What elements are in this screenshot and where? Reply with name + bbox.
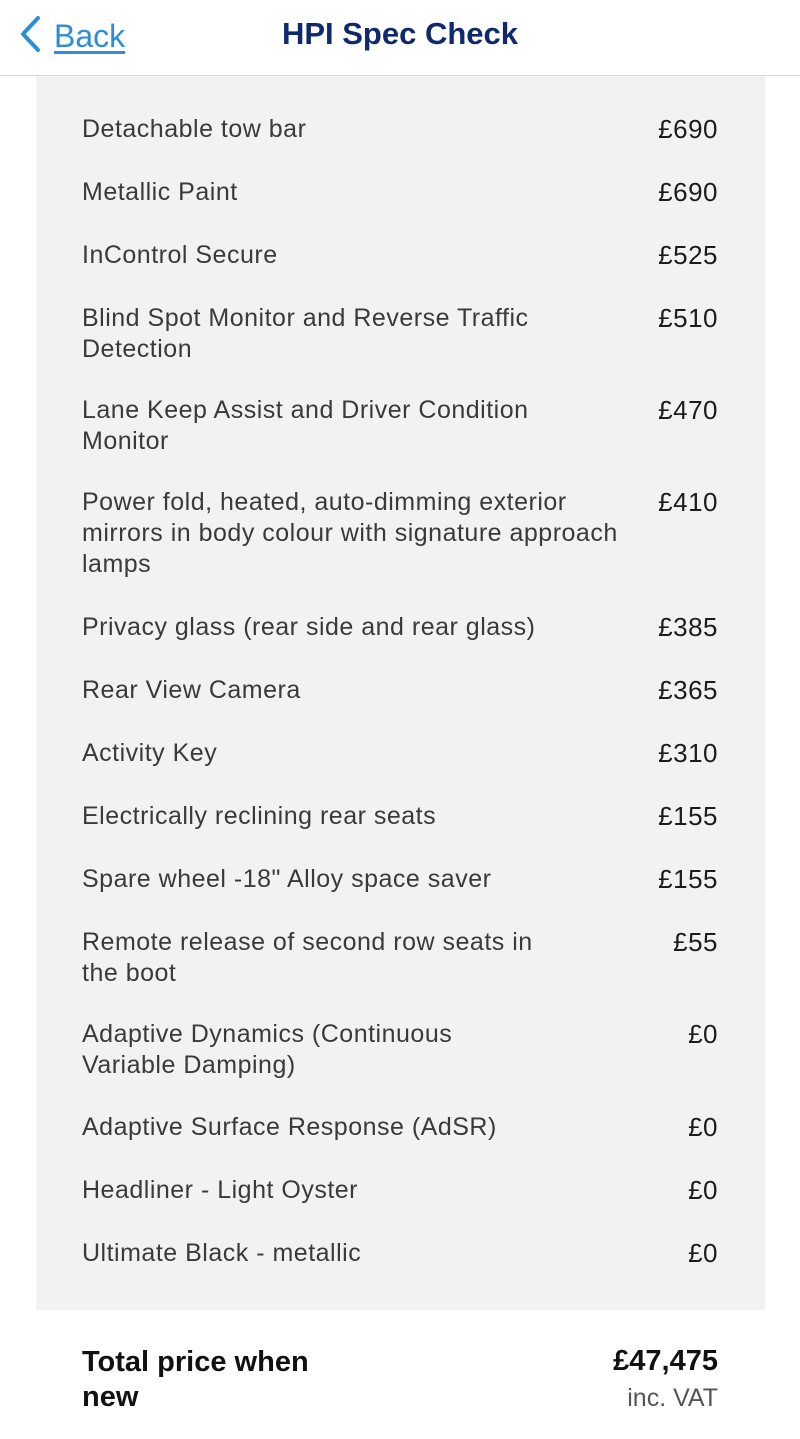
option-name: Spare wheel -18" Alloy space saver — [82, 865, 492, 893]
option-price: £0 — [688, 1238, 718, 1268]
list-item — [82, 303, 718, 365]
list-item — [82, 1238, 718, 1269]
option-price: £155 — [658, 864, 718, 894]
option-price: £365 — [658, 675, 718, 705]
vat-note: inc. VAT — [627, 1384, 718, 1412]
list-item — [82, 927, 718, 989]
option-name: Lane Keep Assist and Driver Condition Monitor — [82, 396, 529, 455]
list-item — [82, 114, 718, 145]
option-name: Privacy glass (rear side and rear glass) — [82, 613, 536, 641]
list-item — [82, 395, 718, 457]
option-name: Adaptive Surface Response (AdSR) — [82, 1113, 497, 1141]
option-price: £385 — [658, 612, 718, 642]
option-price: £690 — [658, 114, 718, 144]
list-item — [82, 487, 718, 580]
option-name: Blind Spot Monitor and Reverse Traffic Detection — [82, 304, 529, 363]
navigation-bar — [0, 0, 800, 76]
option-name: Detachable tow bar — [82, 115, 307, 143]
list-item — [82, 1019, 718, 1081]
option-name: Activity Key — [82, 739, 218, 767]
list-item — [82, 612, 718, 643]
option-name: Power fold, heated, auto-dimming exterior mirrors in body colour with signature approach lamps — [82, 488, 618, 578]
back-label: Back — [54, 17, 126, 54]
option-price: £55 — [673, 927, 718, 957]
option-name: InControl Secure — [82, 241, 278, 269]
list-item — [82, 177, 718, 208]
total-price-value: £47,475 — [613, 1345, 718, 1377]
option-name: Headliner - Light Oyster — [82, 1176, 359, 1204]
option-name: Ultimate Black - metallic — [82, 1239, 362, 1267]
list-item — [82, 864, 718, 895]
page-title: HPI Spec Check — [281, 16, 519, 51]
list-item — [82, 675, 718, 706]
option-name: Adaptive Dynamics (Continuous Variable Damping) — [82, 1020, 453, 1079]
option-price: £310 — [658, 738, 718, 768]
list-item — [82, 240, 718, 271]
option-price: £0 — [688, 1175, 718, 1205]
list-item — [82, 801, 718, 832]
total-price-label: Total price when new — [82, 1346, 309, 1413]
option-name: Rear View Camera — [82, 676, 301, 704]
option-price: £0 — [688, 1112, 718, 1142]
option-price: £155 — [658, 801, 718, 831]
option-price: £410 — [658, 487, 718, 517]
option-name: Metallic Paint — [82, 178, 238, 206]
option-price: £510 — [658, 303, 718, 333]
option-price: £0 — [688, 1019, 718, 1049]
option-price: £690 — [658, 177, 718, 207]
option-price: £525 — [658, 240, 718, 270]
options-list — [36, 76, 765, 1310]
option-name: Remote release of second row seats in the boot — [82, 928, 533, 987]
list-item — [82, 738, 718, 769]
option-name: Electrically reclining rear seats — [82, 802, 437, 830]
list-item — [82, 1175, 718, 1206]
option-price: £470 — [658, 395, 718, 425]
list-item — [82, 1112, 718, 1143]
